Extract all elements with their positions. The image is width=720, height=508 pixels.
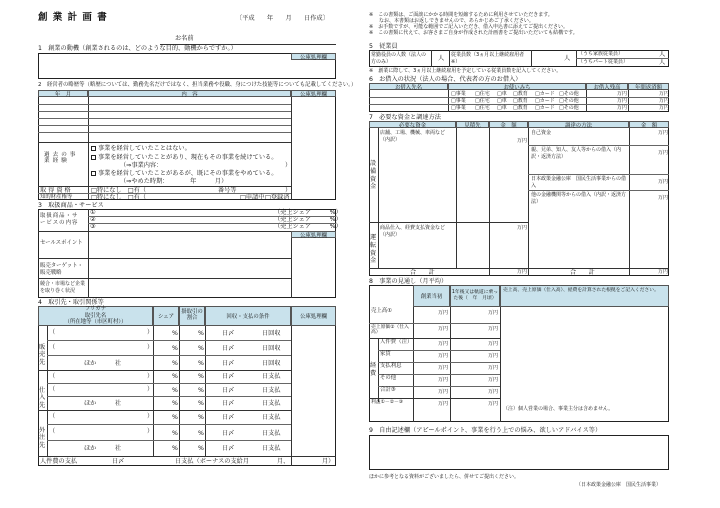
s7-col-needed: 必要な資金 — [369, 121, 456, 128]
s4-group-suppliers: 仕入先 — [39, 387, 46, 409]
s8-after-unit: 万円 — [488, 401, 499, 407]
s8-start-unit: 万円 — [438, 310, 449, 316]
s6-row2-use-option[interactable]: □事業 — [451, 97, 466, 104]
note-1: ※ この書類は、ご面談にかかる時間を短縮するために利用させていただきます。 — [369, 12, 553, 18]
s7-col-method: 調達の方法 — [528, 121, 629, 128]
s7-col-amount: 金 額 — [489, 121, 528, 128]
s6-row1-annual-unit: 万円 — [659, 90, 670, 97]
s8-row-label: 支払利息 — [380, 363, 402, 369]
s3-competition: 競合・市場など企業を取り巻く状況 — [40, 281, 86, 294]
note-3: ※ お手数ですが、可能な範囲でご記入いただき、借入申込書に添えてご提出ください。 — [369, 24, 568, 30]
s2-ip-value[interactable]: □特になし □有（ — [91, 194, 147, 201]
s8-row-label: 人件費（注） — [380, 339, 413, 345]
s6-row3-use-option[interactable]: □カード — [535, 104, 555, 111]
s4-group-subcontractors: 外注先 — [39, 427, 46, 449]
s5-family-label: （うち家族従業員） — [578, 51, 624, 57]
s6-row2-use-option[interactable]: □カード — [535, 97, 555, 104]
s8-start-unit: 万円 — [438, 389, 449, 395]
s6-row3-use-option[interactable]: □住宅 — [475, 104, 490, 111]
s4-col-name-label: 取引先名 — [84, 312, 107, 319]
s8-col-basis: 売上高、売上原価（仕入高）、経費を計算された根拠をご記入ください。 — [500, 285, 669, 307]
s8-after-unit: 万円 — [488, 326, 499, 332]
s6-row1-use-option[interactable]: □事業 — [451, 90, 466, 97]
s7-heading: 7 必要な資金と調達方法 — [369, 114, 441, 121]
form-title: 創 業 計 画 書 — [38, 12, 108, 23]
s6-row3-annual-unit: 万円 — [659, 104, 670, 111]
s2-ip-apply[interactable]: □申請中 — [240, 194, 265, 201]
s2-qualification-label: 取得資格 — [40, 187, 73, 194]
s6-row1-use-option[interactable]: □住宅 — [475, 90, 490, 97]
s7-relatives: 親、兄弟、知人、友人等からの借入（内訳・返済方法） — [531, 147, 622, 160]
s2-col-year: 年 月 — [38, 90, 88, 97]
s3-target: 販売ターゲット・販売戦略 — [40, 263, 83, 277]
s6-row2-balance-unit: 万円 — [617, 97, 628, 104]
s3-office-badge: 公庫処理欄 — [291, 231, 336, 238]
s8-row-label: 家賃 — [380, 351, 391, 357]
s6-row3-use-option[interactable]: □事業 — [451, 104, 466, 111]
s8-row-label: 利益①－②－③ — [371, 400, 404, 405]
s7-jfc: 日本政策金融公庫 国民生活事業からの借入 — [531, 176, 627, 189]
s6-row2-annual-unit: 万円 — [659, 97, 670, 104]
s2-option-none-checkbox[interactable] — [91, 146, 96, 151]
s4-col-credit: 掛取引の割合 — [179, 306, 205, 326]
s8-col-after: 1年後又は軌道に乗った後（ 年 月頃） — [450, 285, 500, 307]
s8-row-label: 売上原価②（仕入高） — [371, 325, 409, 336]
s8-heading: 8 事業の見通し（月平均） — [369, 278, 448, 285]
s8-start-unit: 万円 — [438, 377, 449, 383]
s2-heading: 2 経営者の略歴等（略歴については、勤務先名だけではなく、担当業務や役職、身につけた技能等についても記載してください。） — [38, 82, 357, 88]
s6-col-balance: お借入残高 — [586, 83, 628, 90]
s2-office-badge: 公庫処理欄 — [291, 90, 336, 97]
s4-col-terms: 回収・支払の条件 — [205, 306, 291, 326]
s4-subcontractors-others: ほか 社 — [84, 445, 122, 452]
s5-employees-unit: 人 — [564, 55, 571, 62]
s3-row-3: ③ — [90, 223, 96, 230]
s8-start-unit: 万円 — [438, 353, 449, 359]
s2-option-2: 事業を経営していたことがあり、現在もその事業を続けている。 — [98, 154, 278, 161]
s3-share-3[interactable]: （売上シェア %） — [274, 223, 342, 230]
s6-col-use: お使いみち — [448, 83, 586, 90]
s7-col-amount2: 金 額 — [629, 121, 669, 128]
s6-row3-use-option[interactable]: □教育 — [513, 104, 528, 111]
s2-option-continuing-checkbox[interactable] — [91, 155, 96, 160]
s9-heading: 9 自由記述欄（アピールポイント、事業を行う上での悩み、欲しいアドバイス等） — [369, 427, 602, 434]
s8-row-label: その他 — [380, 375, 397, 381]
s8-col-start: 創業当初 — [413, 285, 450, 307]
s1-heading: 1 創業の動機（創業されるのは、どのような目的、動機からですか。） — [38, 45, 237, 52]
s8-start-unit: 万円 — [438, 401, 449, 407]
s4-sales-others: ほか 社 — [84, 360, 122, 367]
s3-items-label: 取扱商品・サービスの内容 — [40, 213, 79, 227]
s5-regular-unit: 人 — [438, 55, 445, 62]
s6-row1-balance-unit: 万円 — [617, 90, 628, 97]
s7-equipment-desc: 店舗、工場、機械、車両など（内訳） — [380, 130, 446, 143]
s8-row-label: 合計③ — [380, 387, 396, 393]
s2-option-quit-checkbox[interactable] — [91, 171, 96, 176]
s5-part-label: （うちパート従業員） — [578, 59, 629, 65]
s6-row3-use-option[interactable]: □その他 — [559, 104, 579, 111]
s8-after-unit: 万円 — [488, 389, 499, 395]
s4-col-address: （所在地等（市区町村）） — [64, 319, 127, 326]
s8-start-unit: 万円 — [438, 326, 449, 332]
footer-note: ほかに参考となる資料がございましたら、併せてご提出ください。 — [369, 474, 520, 480]
s6-heading: 6 お借入の状況（法人の場合、代表者の方のお借入） — [369, 76, 522, 83]
s2-qualification-value[interactable]: □特になし □有（ — [91, 187, 147, 194]
s6-row2-use-option[interactable]: □車 — [497, 97, 507, 104]
note-4: ※ この書類に代えて、お客さまご自身が作成された計画書をご提出いただいても結構です。 — [369, 30, 578, 36]
s7-other-fi: 他の金融機関等からの借入（内訳・返済方法） — [531, 192, 627, 205]
s3-heading: 3 取扱商品・サービス — [38, 202, 104, 209]
s6-row2-use-option[interactable]: □その他 — [559, 97, 579, 104]
s6-row2-use-option[interactable]: □教育 — [513, 97, 528, 104]
s2-option-1: 事業を経営していたことはない。 — [98, 145, 191, 152]
s3-selling-point: セールスポイント — [40, 240, 83, 246]
s8-row-label: 売上高① — [371, 308, 393, 314]
s6-row1-use-option[interactable]: □車 — [497, 90, 507, 97]
s2-ip-label: 知的財産権等 — [40, 194, 73, 200]
s7-equipment-label: 設備資金 — [370, 160, 377, 191]
s2-option-4: 事業を経営していたことがあるが、既にその事業をやめている。 — [98, 170, 278, 177]
s4-col-share: シェア — [153, 306, 179, 326]
s7-operating-label: 運転資金 — [370, 234, 377, 265]
s8-start-unit: 万円 — [438, 341, 449, 347]
s7-col-quote: 見積先 — [456, 121, 489, 128]
s5-employees-label: 従業員数（3ヵ月以上継続雇用者※） — [451, 52, 525, 65]
footer-org: （日本政策金融公庫 国民生活事業） — [576, 482, 662, 488]
s4-group-sales: 販売先 — [39, 344, 46, 366]
s7-total-left: 合 計 — [410, 269, 435, 276]
s4-heading: 4 取引先・取引関係等 — [38, 299, 104, 306]
s6-row3-balance-unit: 万円 — [617, 104, 628, 111]
name-label: お名前 — [175, 35, 194, 42]
s8-start-unit: 万円 — [438, 365, 449, 371]
s7-own-funds: 自己資金 — [531, 130, 552, 136]
s6-row1-use-option[interactable]: □カード — [535, 90, 555, 97]
s8-after-unit: 万円 — [488, 353, 499, 359]
s6-row1-use-option[interactable]: □教育 — [513, 90, 528, 97]
s3-share-1[interactable]: （売上シェア %） — [274, 209, 342, 216]
s8-after-unit: 万円 — [488, 310, 499, 316]
s8-after-unit: 万円 — [488, 365, 499, 371]
s4-col-kana: フリガナ — [84, 306, 107, 313]
s6-col-lender: お借入先名 — [369, 83, 448, 90]
s2-option-3: （⇒事業内容： — [120, 162, 163, 169]
s2-ip-registered[interactable]: □登録済 — [265, 194, 290, 201]
note-2: なお、本書類はお返しできませんので、あらかじめご了承ください。 — [369, 18, 534, 24]
s4-col-name — [38, 306, 153, 326]
s6-row1-use-option[interactable]: □その他 — [559, 90, 579, 97]
s3-row-2: ② — [90, 216, 96, 223]
s5-regular-label: 常勤役員の人数（法人の方のみ） — [371, 52, 427, 65]
s6-row3-use-option[interactable]: □車 — [497, 104, 507, 111]
s7-operating-desc: 商品仕入、経費支払資金など（内訳） — [380, 225, 446, 238]
business-plan-form: 創 業 計 画 書 〔平成 年 月 日作成〕 お名前 1 創業の動機（創業されるのは、どのような目的、動機からですか。） 公庫処理欄 2 経営者の略歴等（略歴については、勤務先名だけではなく、担当業務や役職、身につけた技能等についても記載してください。） 年 月 内 容 公庫処理欄 過去の事業経験 事業を経営していたことはない。 事業を経営していたことがあり、現在もその事業を続けている。 （⇒事業内容： ） 事業を経営していたことがあるが、既にその事業をやめている。 （⇒やめた時期： 年 月） 取得資格 □特になし □有（ 番号等 ） 知的財産権等 □特になし □有（ □申請中 □登録済 3 取扱商品・サービス 取扱商品・サービスの内容 ① ② ③ （売上シェア %） （売上シェア %） （売上シェア %） 公庫処理欄 セールスポイント 販売ターゲット・販売戦略 競合・市場など企業を取り巻く状況 4 取引先・取引関係等 フリガナ 取引先名 （所在地等（市区町村）） シェア 掛取引の割合 回収・支払の条件 公庫処理欄 販売先 （ ） （ ） ほか 社 % % 日〆 日回収 % % 日〆 日回収 % % 日〆 日回収 仕入先 （ ） （ ） ほか 社 % % 日〆 日支払 % % 日〆 日支払 % % 日〆 日支払 外注先 （ ） （ ） ほか 社 % % 日〆 日支払 % % 日〆 日支払 % % 日〆 日支払 人件費の支払 日〆 日支払（ボーナスの支給月 月、 月） ※ この書類は、ご面談にかかる時間を短縮するために利用させていただきます。 なお、本書類はお返しできませんので、あらかじめご了承ください。 ※ お手数ですが、可能な範囲でご記入いただき、借入申込書に添えてご提出ください。 ※ この書類に代えて、お客さまご自身が作成された計画書をご提出いただいても結構です。 5 従業員 常勤役員の人数（法人の方のみ） 人 従業員数（3ヵ月以上継続雇用者※） 人 （うち家族従業員） （うちパート従業員） 人 人 ※ 創業に際して、3ヵ月以上継続雇用を予定している従業員数を記入してください。 6 お借入の状況（法人の場合、代表者の方のお借入） お借入先名 お使いみち お借入残高 年間返済額 7 必要な資金と調達方法 必要な資金 見積先 金 額 調達の方法 金 額 設備資金 店舗、工場、機械、車両など（内訳） 万円 運転資金 商品仕入、経費支払資金など（内訳） 万円 自己資金 万円 親、兄弟、知人、友人等からの借入（内訳・返済方法） 万円 日本政策金融公庫 国民生活事業からの借入 万円 他の金融機関等からの借入（内訳・返済方法） 万円 合 計 万円 合 計 万円 8 事業の見通し（月平均） 創業当初 1年後又は軌道に乗った後（ 年 月頃） 売上高、売上原価（仕入高）、経費を計算された根拠をご記入ください。 経費 （注）個人営業の場合、事業主分は含めません。 9 自由記述欄（アピールポイント、事業を行う上での悩み、欲しいアドバイス等） ほかに参考となる資料がございましたら、併せてご提出ください。 （日本政策金融公庫 国民生活事業） □事業 □住宅 □車 □教育 □カード □その他 万円 万円 □事業 □住宅 □車 □教育 □カード □その他 万円 万円 □事業 □住宅 □車 □教育 □カード □その他 万円 万円 売上高① 万円 万円 売上原価②（仕入高） 万円 万円 人件費（注） 万円 万円 家賃 万円 万円 支払利息 万円 万円 その他 万円 万円 合計③ 万円 万円 利益①－②－③ 万円 万円 — [38, 12, 670, 488]
s5-heading: 5 従業員 — [369, 43, 398, 50]
s6-row2-use-option[interactable]: □住宅 — [475, 97, 490, 104]
s1-office-badge: 公庫処理欄 — [291, 53, 336, 60]
s7-total-right: 合 計 — [570, 269, 595, 276]
s4-suppliers-others: ほか 社 — [84, 400, 122, 407]
s8-expense-label: 経費 — [370, 362, 377, 377]
s4-payroll-pay: 日支払（ボーナスの支給月 — [175, 458, 250, 465]
s2-number-label: 番号等 — [218, 187, 237, 194]
s8-after-unit: 万円 — [488, 341, 499, 347]
s3-share-2[interactable]: （売上シェア %） — [274, 216, 342, 223]
s9-free-text-box[interactable] — [369, 435, 669, 470]
s5-note: ※ 創業に際して、3ヵ月以上継続雇用を予定している従業員数を記入してください。 — [369, 68, 562, 74]
s6-col-annual: 年間返済額 — [628, 83, 669, 90]
s4-payroll-label: 人件費の支払 — [40, 458, 78, 465]
s8-note: （注）個人営業の場合、事業主分は含めません。 — [503, 406, 614, 412]
s2-col-content: 内 容 — [88, 90, 291, 97]
s2-option-5: （⇒やめた時期： 年 月） — [120, 178, 228, 185]
s4-office-badge: 公庫処理欄 — [291, 306, 336, 326]
date-line: 〔平成 年 月 日作成〕 — [236, 15, 329, 22]
s3-row-1: ① — [90, 209, 96, 216]
s2-past-business-label: 過去の事業経験 — [44, 152, 79, 165]
s8-after-unit: 万円 — [488, 377, 499, 383]
